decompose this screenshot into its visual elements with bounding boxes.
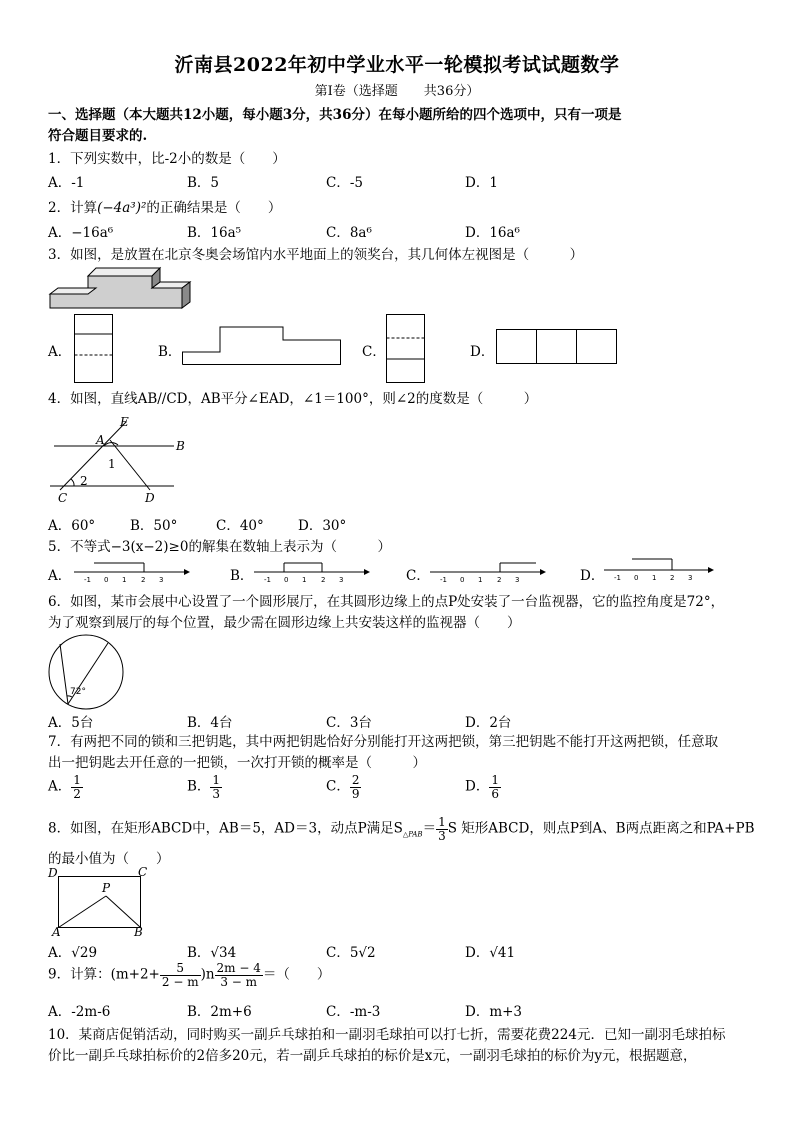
q8-label-a: A: [52, 925, 61, 939]
q1-option-b[interactable]: B．5: [187, 175, 220, 191]
q8-stem-equals: ＝: [422, 820, 437, 837]
q6-option-d[interactable]: D．2台: [465, 715, 512, 731]
q7-option-c[interactable]: [326, 774, 361, 800]
q5-c-tick: 2: [497, 576, 502, 584]
q1-option-d[interactable]: D．1: [465, 175, 498, 191]
numerator: 2m − 4: [216, 961, 261, 975]
q7-option-d[interactable]: [465, 774, 501, 800]
q7-stem-line1: 7．有两把不同的锁和三把钥匙，其中两把钥匙恰好分别能打开这两把锁，第三把钥匙不能打开这两把锁，任意取: [48, 734, 719, 750]
q9-stem-mid: )n: [200, 966, 215, 983]
q8-option-b[interactable]: B．√34: [187, 945, 237, 961]
q5-b-tick: 2: [321, 576, 326, 584]
q4-stem: 4．如图，直线AB//CD，AB平分∠EAD，∠1＝100°，则∠2的度数是（ ）: [48, 391, 538, 407]
q7-option-b-letter: B．: [187, 778, 211, 795]
section-heading-line1: 一、选择题（本大题共12小题，每小题3分，共36分）在每小题所给的四个选项中，只有一项是: [48, 107, 622, 123]
q1-option-c[interactable]: C．-5: [326, 175, 363, 191]
q3-option-c[interactable]: C．: [362, 344, 386, 360]
q7-option-a-fraction: [71, 774, 83, 800]
q5-d-tick: 2: [670, 574, 675, 582]
q1-stem: 1．下列实数中，比-2小的数是（ ）: [48, 151, 286, 167]
q7-option-d-letter: D．: [465, 778, 490, 795]
numerator: 1: [491, 773, 499, 787]
q4-label-b: B: [176, 439, 185, 453]
q9-option-a[interactable]: A．-2m-6: [48, 1004, 111, 1020]
q6-angle-label: 72°: [70, 687, 86, 697]
q8-option-d[interactable]: D．√41: [465, 945, 516, 961]
q4-option-d[interactable]: D．30°: [298, 518, 347, 534]
q9-option-b[interactable]: B．2m+6: [187, 1004, 252, 1020]
numerator: 1: [438, 815, 446, 829]
q8-label-b: B: [134, 925, 143, 939]
q9-stem-post: ＝（ ）: [262, 966, 331, 983]
q5-option-a-numberline: [74, 560, 190, 586]
q2-stem: [48, 196, 281, 216]
q5-a-tick: 3: [159, 576, 164, 584]
q7-option-b[interactable]: [187, 774, 222, 800]
q5-b-tick: 0: [284, 576, 289, 584]
q8-option-a[interactable]: A．√29: [48, 945, 98, 961]
q8-stem-subscript: △PAB: [402, 830, 423, 839]
q4-option-c[interactable]: C．40°: [216, 518, 264, 534]
q4-label-angle2: 2: [80, 474, 88, 488]
q4-label-d: D: [145, 491, 155, 505]
denominator: 2: [73, 786, 81, 801]
q8-stem-pre: 8．如图，在矩形ABCD中，AB＝5，AD＝3，动点P满足S: [48, 820, 403, 837]
q5-b-tick: -1: [264, 576, 271, 584]
q8-label-p: P: [102, 881, 111, 895]
q8-stem-line2: 的最小值为（ ）: [48, 851, 170, 867]
q3-option-b[interactable]: B．: [158, 344, 182, 360]
q3-stem: 3．如图，是放置在北京冬奥会场馆内水平地面上的领奖台，其几何体左视图是（ ）: [48, 247, 584, 263]
numerator: 1: [73, 773, 81, 787]
q4-label-a: A: [96, 433, 105, 447]
q3-option-c-figure: [386, 314, 426, 384]
q5-a-tick: 2: [141, 576, 146, 584]
q3-option-a-figure: [74, 314, 114, 384]
q10-stem-line2: 价比一副乒乓球拍标价的2倍多20元，若一副乒乓球拍的标价是x元，一副羽毛球拍的标价为y元，根据题意，: [48, 1048, 697, 1064]
q6-stem-line1: 6．如图，某市会展中心设置了一个圆形展厅，在其圆形边缘上的点P处安装了一台监视器，它的监控角度是72°，: [48, 594, 725, 610]
q5-option-a[interactable]: A．: [48, 568, 72, 584]
q5-d-tick: 0: [634, 574, 639, 582]
section-heading-line2: 符合题目要求的.: [48, 128, 148, 144]
q5-b-tick: 1: [302, 576, 307, 584]
q7-option-b-fraction: [210, 774, 222, 800]
q7-stem-line2: 出一把钥匙去开任意的一把锁，一次打开锁的概率是（ ）: [48, 755, 426, 771]
q9-fraction-1: [160, 962, 201, 988]
q7-option-d-fraction: [489, 774, 501, 800]
q9-option-c[interactable]: C．-m-3: [326, 1004, 381, 1020]
q6-stem-line2: 为了观察到展厅的每个位置，最少需在圆形边缘上共安装这样的监视器（ ）: [48, 615, 521, 631]
q8-option-c[interactable]: C．5√2: [326, 945, 376, 961]
q2-option-d[interactable]: D．16a⁶: [465, 225, 520, 241]
q5-option-c[interactable]: C．: [406, 568, 430, 584]
q8-stem-line1: [48, 816, 755, 842]
q7-option-a[interactable]: [48, 774, 83, 800]
q3-option-d[interactable]: D．: [470, 344, 495, 360]
q9-stem: [48, 962, 330, 988]
denominator: 3: [438, 828, 446, 843]
q5-option-d-numberline: [604, 556, 716, 582]
q8-stem-post: S 矩形ABCD，则点P到A、B两点距离之和PA+PB: [447, 820, 755, 837]
q6-option-b[interactable]: B．4台: [187, 715, 233, 731]
q1-option-a[interactable]: A．-1: [48, 175, 85, 191]
exam-title: 沂南县2022年初中学业水平一轮模拟考试试题数学: [174, 54, 620, 76]
q7-option-c-letter: C．: [326, 778, 350, 795]
q5-c-tick: 1: [478, 576, 483, 584]
q2-option-a[interactable]: A．−16a⁶: [48, 225, 114, 241]
q5-d-tick: 1: [652, 574, 657, 582]
q5-stem: 5．不等式−3(x−2)≥0的解集在数轴上表示为（ ）: [48, 539, 391, 555]
q2-stem-post: 的正确结果是（ ）: [146, 200, 282, 216]
q7-option-c-fraction: [350, 774, 362, 800]
q6-option-a[interactable]: A．5台: [48, 715, 94, 731]
q4-option-a[interactable]: A．60°: [48, 518, 96, 534]
q5-option-b[interactable]: B．: [230, 568, 254, 584]
q3-option-a[interactable]: A．: [48, 344, 72, 360]
q5-option-d[interactable]: D．: [580, 568, 605, 584]
q5-c-tick: 0: [460, 576, 465, 584]
q2-option-b[interactable]: B．16a⁵: [187, 225, 242, 241]
q5-d-tick: -1: [614, 574, 621, 582]
denominator: 9: [351, 786, 360, 801]
denominator: 2 − m: [161, 974, 199, 989]
numerator: 2: [351, 773, 360, 787]
denominator: 3: [212, 786, 221, 801]
q2-stem-pre: 2．计算: [48, 200, 98, 216]
q5-c-tick: 3: [515, 576, 520, 584]
q10-stem-line1: 10．某商店促销活动，同时购买一副乒乓球拍和一副羽毛球拍可以打七折，需要花费224元．已知一副羽毛球拍标: [48, 1027, 726, 1043]
q8-one-third: [436, 816, 448, 842]
q4-parallel-lines-figure: [50, 412, 190, 506]
q8-rectangle-figure: [46, 864, 156, 938]
denominator: 6: [491, 786, 499, 801]
q5-b-tick: 3: [339, 576, 344, 584]
q8-label-c: C: [138, 865, 148, 879]
q2-option-c[interactable]: C．8a⁶: [326, 225, 372, 241]
q5-option-c-numberline: [430, 560, 546, 586]
q5-a-tick: 0: [104, 576, 109, 584]
denominator: 3 − m: [220, 974, 258, 989]
exam-subtitle: 第Ⅰ卷（选择题 共36分）: [314, 84, 480, 99]
q4-label-c: C: [58, 491, 68, 505]
q5-a-tick: -1: [84, 576, 91, 584]
q5-a-tick: 1: [122, 576, 127, 584]
q3-option-b-figure: [182, 326, 342, 366]
q5-d-tick: 3: [688, 574, 693, 582]
q3-podium-figure: [48, 262, 188, 312]
q6-circle-figure: [48, 634, 128, 710]
q2-expression: (−4a³)²: [97, 200, 147, 216]
q6-option-c[interactable]: C．3台: [326, 715, 372, 731]
q3-option-d-figure: [496, 329, 620, 365]
q5-c-tick: -1: [440, 576, 447, 584]
q5-option-b-numberline: [254, 560, 370, 586]
q4-option-b[interactable]: B．50°: [130, 518, 178, 534]
numerator: 5: [160, 962, 201, 976]
q9-option-d[interactable]: D．m+3: [465, 1004, 523, 1020]
q9-stem-pre: 9．计算：(m+2+: [48, 966, 160, 983]
numerator: 1: [212, 773, 221, 787]
q7-option-a-letter: A．: [48, 778, 72, 795]
q8-label-d: D: [48, 866, 58, 880]
q4-label-e: E: [120, 415, 129, 429]
q9-fraction-2: [215, 962, 263, 988]
q4-label-angle1: 1: [108, 457, 116, 471]
